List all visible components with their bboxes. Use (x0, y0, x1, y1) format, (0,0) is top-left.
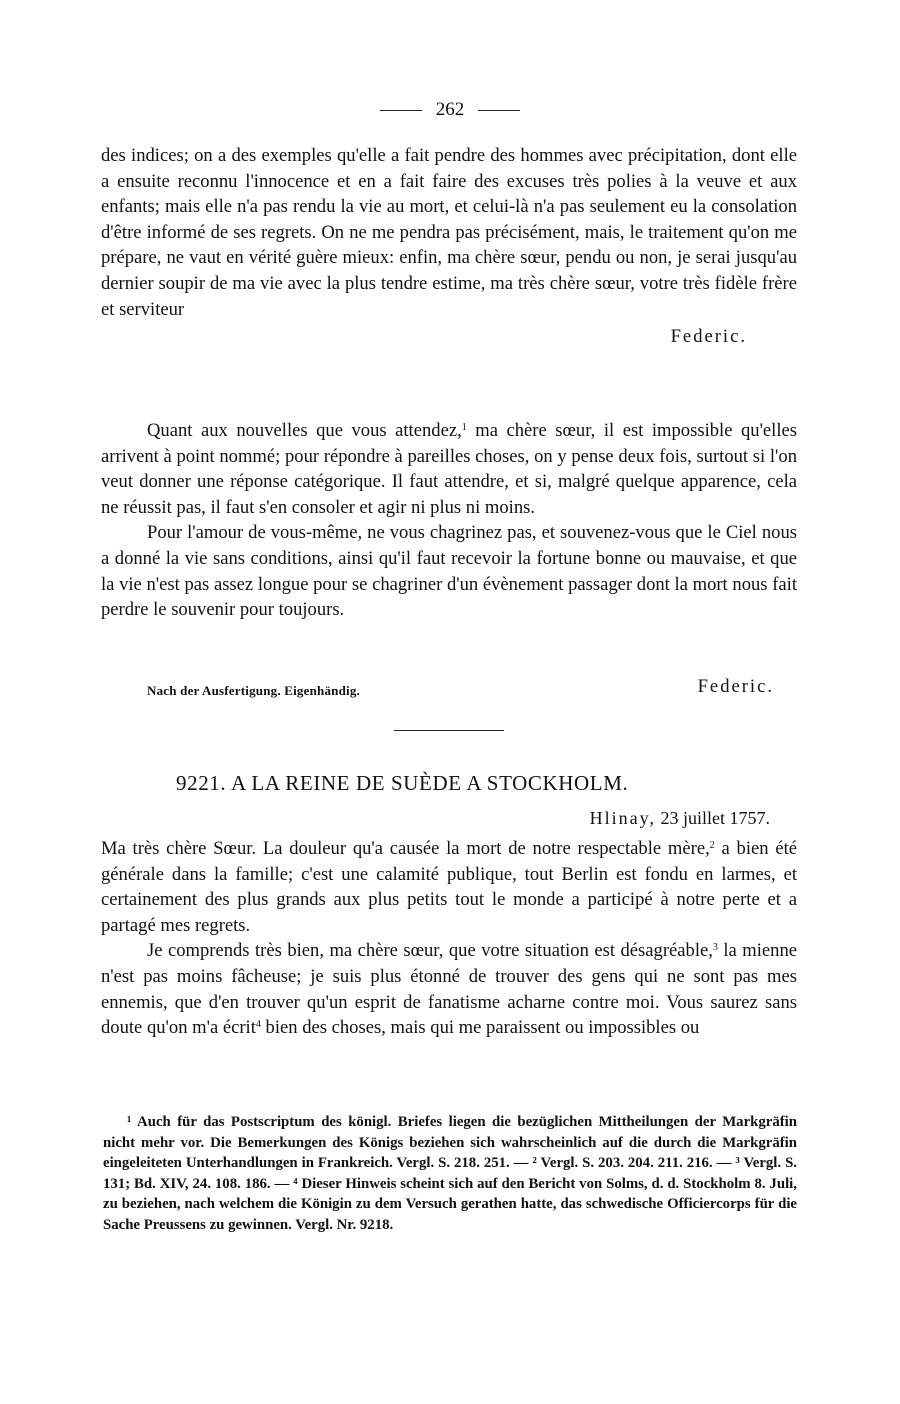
letter-text: la mienne n'est pas moins fâcheuse; je suis plus étonné de trouver des gens qui ne sont pas mes ennemis, que d'en trouver qu'un esprit de fanatisme acharne contre moi. Vous saurez sans doute qu'on m'a écrit (101, 940, 797, 1039)
dateline-place: Hlinay, (589, 808, 656, 828)
header-dash-left (380, 110, 422, 111)
section-divider (394, 730, 504, 731)
letter-text: bien des choses, mais qui me paraissent ou impossibles ou (260, 1017, 700, 1039)
source-note: Nach der Ausfertigung. Eigenhändig. (147, 683, 360, 698)
letter-paragraph: des indices; on a des exemples qu'elle a fait pendre des hommes avec précipitation, dont elle a ensuite reconnu l'innocence et en a fait faire des excuses très polies à la veuve et aux enfants; mais elle n'a pas rendu la vie au mort, et celui-là n'a pas seulement eu la consolation d'être informé de ses regrets. On ne me pendra pas précisément, mais, le traitement qu'on me prépare, ne vaut en vérité guère mieux: enfin, ma chère sœur, pendu ou non, je serai jusqu'au dernier soupir de ma vie avec la plus tendre estime, ma très chère sœur, votre très fidèle frère et serviteur (101, 145, 797, 320)
letter-text: a bien été générale dans la famille; c'est une calamité publique, tout Berlin est fondu en larmes, et certainement des plus grands aux plus petits tout le monde a participé à notre perte et a partagé mes regrets. (101, 838, 797, 936)
signature: Federic. (670, 326, 747, 348)
postscript-text-b: ma chère sœur, il est impossible qu'elles arrivent à point nommé; pour répondre à pareilles choses, on y pense deux fois, surtout si l'on veut donner une réponse catégorique. Il faut attendre, et si, malgré quelque apparence, cela ne réussit pas, il faut s'en consoler et agir ni plus ni moins. (101, 420, 797, 518)
page-header (0, 98, 900, 122)
letter-body (101, 836, 797, 1041)
postscript-paragraph (101, 418, 797, 520)
postscript (101, 418, 797, 623)
letter-continuation (101, 143, 797, 350)
footnote-ref[interactable]: 3 (712, 942, 718, 954)
letter-paragraph (101, 836, 797, 938)
letter-heading: 9221. A LA REINE DE SUÈDE A STOCKHOLM. (176, 771, 629, 795)
dateline-date: 23 juillet 1757. (660, 808, 770, 828)
footnote-ref[interactable]: 2 (709, 840, 715, 851)
signature: Federic. (697, 676, 774, 697)
letter-paragraph (101, 938, 797, 1040)
footnote-ref[interactable]: 4 (255, 1019, 261, 1031)
postscript-text-a: Quant aux nouvelles que vous attendez, (147, 420, 462, 441)
header-dash-right (478, 110, 520, 111)
page-number: 262 (435, 99, 465, 120)
dateline (590, 806, 770, 830)
footnotes (103, 1112, 797, 1236)
footnote-ref[interactable]: 1 (461, 422, 467, 433)
footnote-text: ¹ Auch für das Postscriptum des königl. Briefes liegen die bezüglichen Mittheilungen der Markgräfin nicht mehr vor. Die Bemerkungen des Königs beziehen sich wahrscheinlich auf die durch die Markgräfin eingeleiteten Unterhandlungen in Frankreich. Vergl. S. 218. 251. — ² Vergl. S. 203. 204. 211. 216. — ³ Vergl. S. 131; Bd. XIV, 24. 108. 186. — ⁴ Dieser Hinweis scheint sich auf den Bericht von Solms, d. d. Stockholm 8. Juli, zu beziehen, nach welchem die Königin zu dem Versuch gerathen hatte, das schwedische Officiercorps für die Sache Preussens zu gewinnen. Vergl. Nr. 9218. (103, 1114, 797, 1233)
postscript-paragraph: Pour l'amour de vous-même, ne vous chagrinez pas, et souvenez-vous que le Ciel nous a donné la vie sans conditions, ainsi qu'il faut recevoir la fortune bonne ou mauvaise, et que la vie n'est pas assez longue pour se chagriner d'un évènement passager dont la mort nous fait perdre le souvenir pour toujours. (101, 522, 797, 621)
letter-text: Je comprends très bien, ma chère sœur, que votre situation est désagréable, (147, 940, 713, 962)
letter-text: Ma très chère Sœur. La douleur qu'a causée la mort de notre respectable mère, (101, 838, 710, 859)
